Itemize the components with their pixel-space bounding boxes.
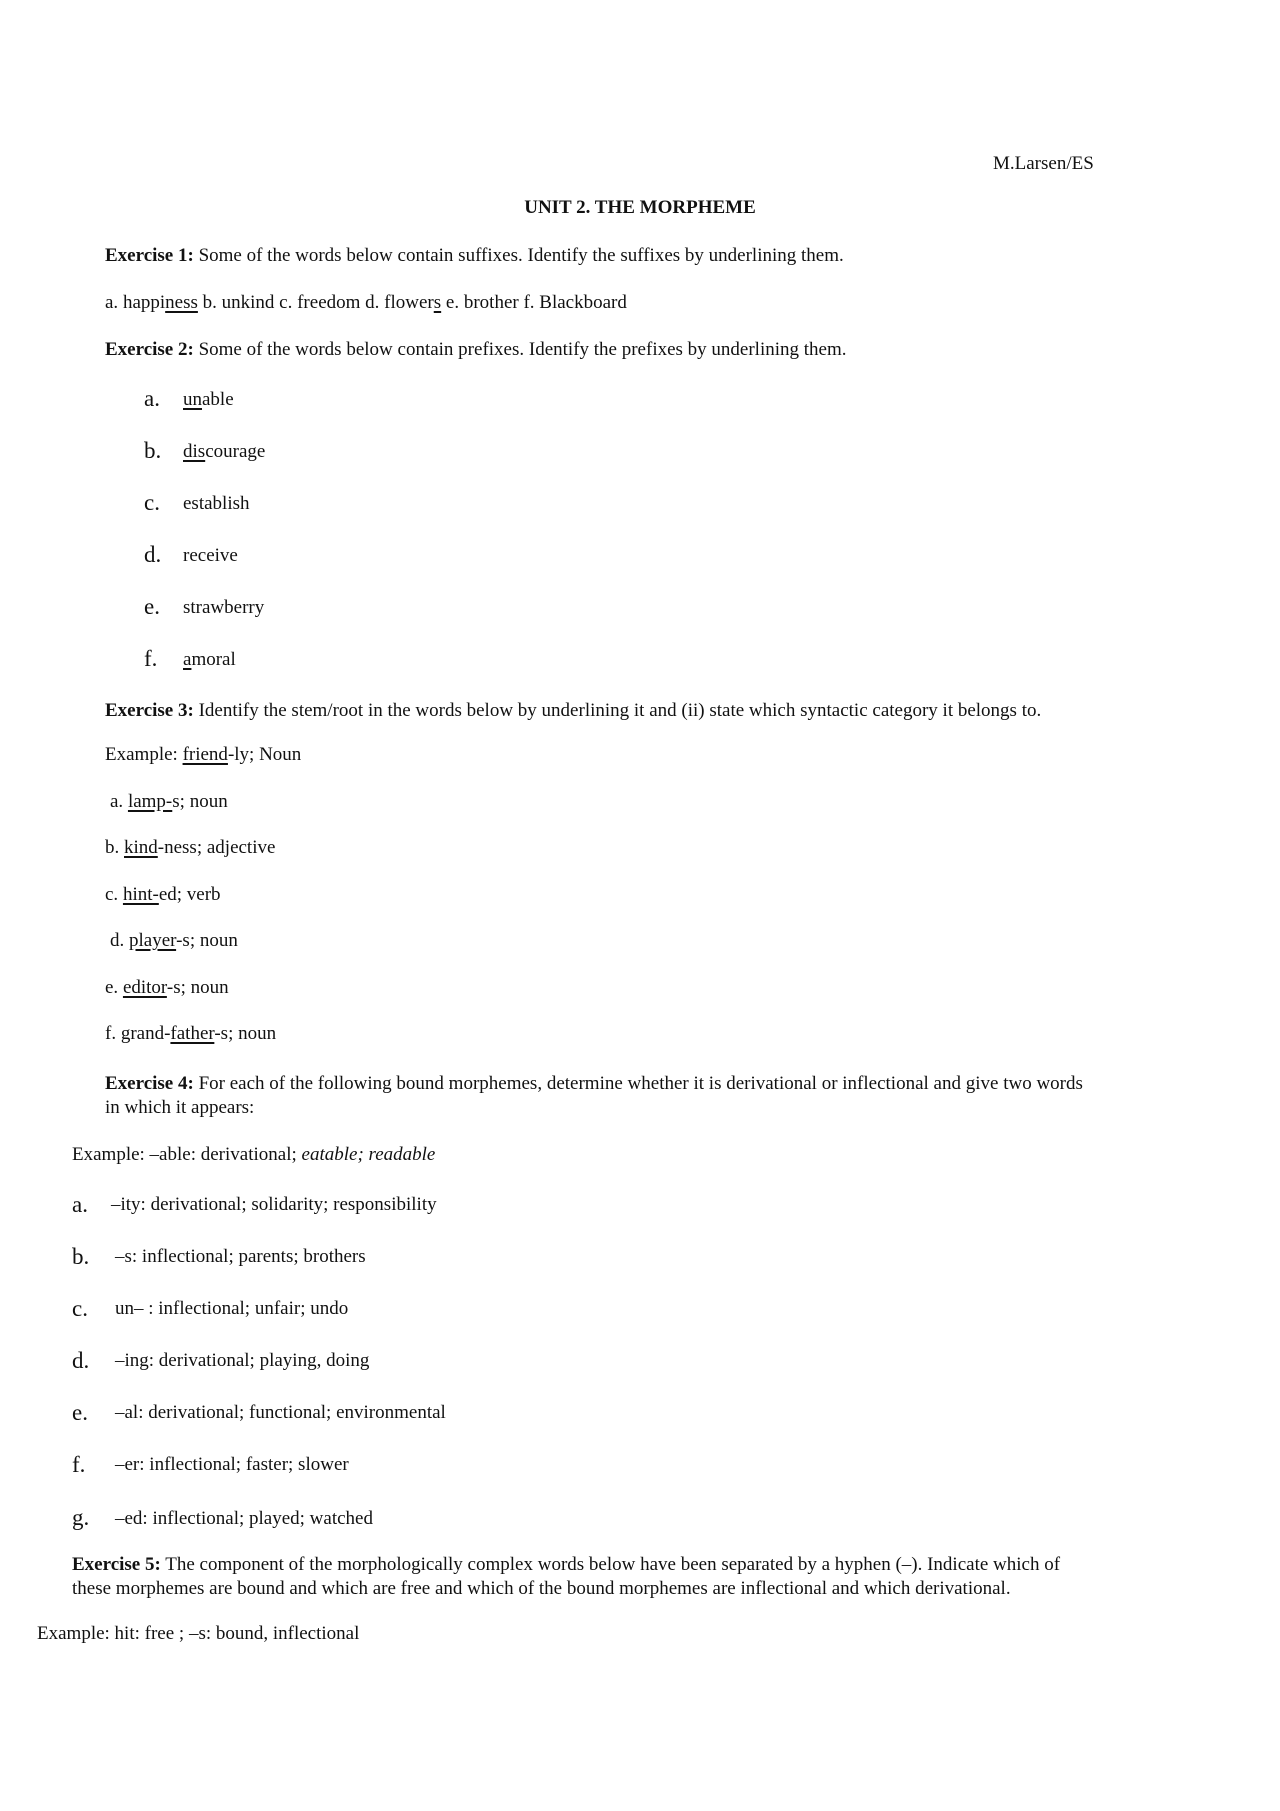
list-item: un– : inflectional; unfair; undo: [115, 1298, 349, 1319]
list-item: –er: inflectional; faster; slower: [115, 1454, 349, 1475]
list-item: d. player-s; noun: [110, 930, 238, 951]
list-item: –al: derivational; functional; environmental: [115, 1402, 446, 1423]
list-item-letter: b.: [72, 1244, 90, 1269]
list-item-letter: d.: [144, 542, 162, 567]
list-item-letter: d.: [72, 1348, 90, 1373]
exercise-4-example: Example: –able: derivational; eatable; readable: [72, 1144, 436, 1165]
list-item: c. hint-ed; verb: [105, 884, 221, 905]
list-item: –ed: inflectional; played; watched: [115, 1508, 373, 1529]
list-item: unable: [183, 389, 234, 410]
exercise-5-instruction: Exercise 5: The component of the morphologically complex words below have been separated by a hyphen (–). Indicate which of these morphemes are bound and which are free and which of the bound morphemes are inflectional and which derivational.: [72, 1554, 1061, 1600]
exercise-3-example: Example: friend-ly; Noun: [105, 744, 302, 765]
suffix-underline: ness: [165, 292, 198, 313]
exercise-1-instruction: Exercise 1: Some of the words below contain suffixes. Identify the suffixes by underlining them.: [105, 245, 844, 266]
list-item: b. kind-ness; adjective: [105, 837, 276, 858]
list-item: –s: inflectional; parents; brothers: [115, 1246, 366, 1267]
exercise-2-label: Exercise 2:: [105, 339, 194, 360]
list-item-letter: e.: [72, 1400, 88, 1425]
author-tag: M.Larsen/ES: [993, 153, 1094, 174]
exercise-1-words: a. happiness b. unkind c. freedom d. flowers e. brother f. Blackboard: [105, 292, 627, 313]
list-item-letter: g.: [72, 1505, 90, 1530]
exercise-4-instruction: Exercise 4: For each of the following bound morphemes, determine whether it is derivational or inflectional and give two words in which it appears:: [105, 1073, 1083, 1119]
list-item-letter: c.: [144, 490, 160, 515]
list-item: –ing: derivational; playing, doing: [115, 1350, 370, 1371]
exercise-1-label: Exercise 1:: [105, 245, 194, 266]
list-item: amoral: [183, 649, 236, 670]
list-item-letter: f.: [144, 646, 158, 671]
exercise-3-instruction: Exercise 3: Identify the stem/root in the words below by underlining it and (ii) state which syntactic category it belongs to.: [105, 700, 1042, 721]
exercise-5-example: Example: hit: free ; –s: bound, inflectional: [37, 1623, 360, 1644]
list-item: e. editor-s; noun: [105, 977, 229, 998]
list-item: strawberry: [183, 597, 265, 618]
page-title: UNIT 2. THE MORPHEME: [524, 197, 756, 218]
list-item: –ity: derivational; solidarity; responsibility: [111, 1194, 437, 1215]
list-item-letter: a.: [72, 1192, 88, 1217]
list-item: discourage: [183, 441, 266, 462]
exercise-3-label: Exercise 3:: [105, 700, 194, 721]
suffix-underline: s: [433, 292, 442, 313]
exercise-5-label: Exercise 5:: [72, 1554, 161, 1575]
list-item-letter: a.: [144, 386, 160, 411]
list-item: a. lamp-s; noun: [110, 791, 228, 812]
list-item: establish: [183, 493, 250, 514]
exercise-2-instruction: Exercise 2: Some of the words below contain prefixes. Identify the prefixes by underlining them.: [105, 339, 847, 360]
list-item-letter: f.: [72, 1452, 86, 1477]
exercise-4-label: Exercise 4:: [105, 1073, 194, 1094]
list-item-letter: b.: [144, 438, 162, 463]
list-item: f. grand-father-s; noun: [105, 1023, 277, 1044]
list-item: receive: [183, 545, 238, 566]
list-item-letter: e.: [144, 594, 160, 619]
list-item-letter: c.: [72, 1296, 88, 1321]
